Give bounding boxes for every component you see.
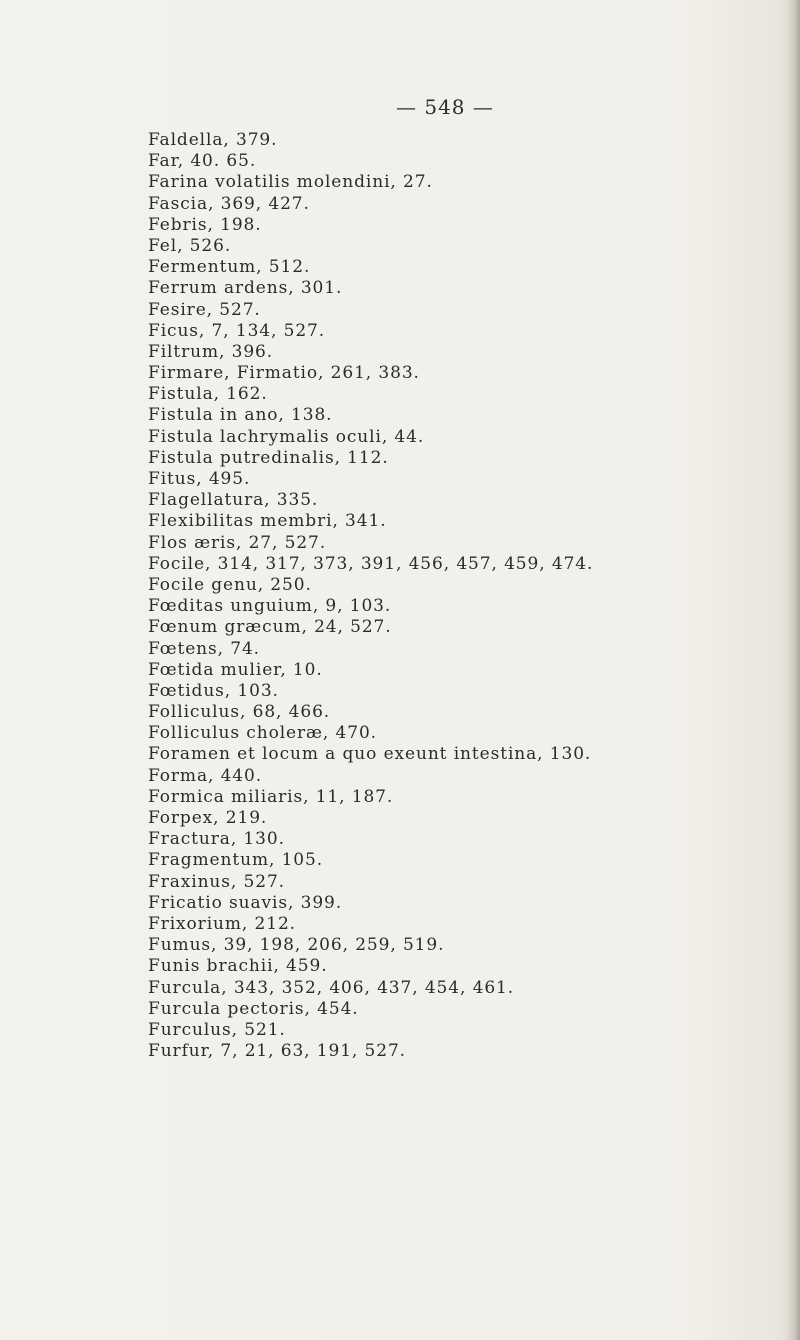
index-entry: Flos æris, 27, 527. <box>148 532 327 553</box>
index-entry: Fragmentum, 105. <box>148 850 324 871</box>
page-number: — 548 — <box>396 95 494 119</box>
index-entry: Fraxinus, 527. <box>148 871 285 892</box>
index-entry: Firmare, Firmatio, 261, 383. <box>148 363 420 384</box>
index-entry: Fractura, 130. <box>148 829 285 850</box>
index-entry: Farina volatilis molendini, 27. <box>148 172 433 193</box>
index-entry: Fistula, 162. <box>148 384 268 405</box>
index-entry: Flagellatura, 335. <box>148 490 319 511</box>
index-entry: Foramen et locum a quo exeunt intestina, 130. <box>148 744 592 765</box>
index-entry: Far, 40. 65. <box>148 151 257 172</box>
index-entry: Fricatio suavis, 399. <box>148 892 343 913</box>
index-entry: Fistula in ano, 138. <box>148 405 333 426</box>
index-entry: Febris, 198. <box>148 214 262 235</box>
index-entry: Fascia, 369, 427. <box>148 193 310 214</box>
index-entry: Fitus, 495. <box>148 469 251 489</box>
index-entry: Formica miliaris, 11, 187. <box>148 786 394 807</box>
index-entry: Fistula putredinalis, 112. <box>148 447 389 468</box>
index-entry: Faldella, 379. <box>148 130 278 150</box>
index-entry: Filtrum, 396. <box>148 341 274 362</box>
index-entry: Folliculus choleræ, 470. <box>148 723 377 744</box>
index-entry: Forma, 440. <box>148 765 263 786</box>
index-entry: Fœtida mulier, 10. <box>148 659 323 680</box>
index-entry: Fœtens, 74. <box>148 638 260 659</box>
index-entry: Furcula, 343, 352, 406, 437, 454, 461. <box>148 977 515 998</box>
index-entry: Focile, 314, 317, 373, 391, 456, 457, 459, 474. <box>148 553 594 574</box>
index-entry: Fesire, 527. <box>148 299 261 320</box>
index-entry: Frixorium, 212. <box>148 913 296 934</box>
index-entry: Folliculus, 68, 466. <box>148 702 331 723</box>
index-entry: Furcula pectoris, 454. <box>148 998 359 1019</box>
index-entry: Furfur, 7, 21, 63, 191, 527. <box>148 1041 406 1062</box>
index-entry: Ferrum ardens, 301. <box>148 278 343 299</box>
index-entry: Ficus, 7, 134, 527. <box>148 320 326 341</box>
index-entry: Funis brachii, 459. <box>148 956 328 977</box>
index-entry: Forpex, 219. <box>148 808 268 828</box>
index-entry: Fumus, 39, 198, 206, 259, 519. <box>148 935 445 956</box>
index-entry: Flexibilitas membri, 341. <box>148 511 387 532</box>
index-entry: Fœnum græcum, 24, 527. <box>148 617 392 638</box>
index-entry: Fel, 526. <box>148 235 232 256</box>
index-entry: Focile genu, 250. <box>148 574 312 595</box>
index-entry: Furculus, 521. <box>148 1019 286 1040</box>
page-edge-shadow <box>786 0 800 1340</box>
index-entry-list <box>148 130 788 1062</box>
index-entry: Fermentum, 512. <box>148 257 311 278</box>
index-entry: Fœtidus, 103. <box>148 680 279 701</box>
index-entry: Fistula lachrymalis oculi, 44. <box>148 426 425 447</box>
index-entry: Fœditas unguium, 9, 103. <box>148 596 392 617</box>
